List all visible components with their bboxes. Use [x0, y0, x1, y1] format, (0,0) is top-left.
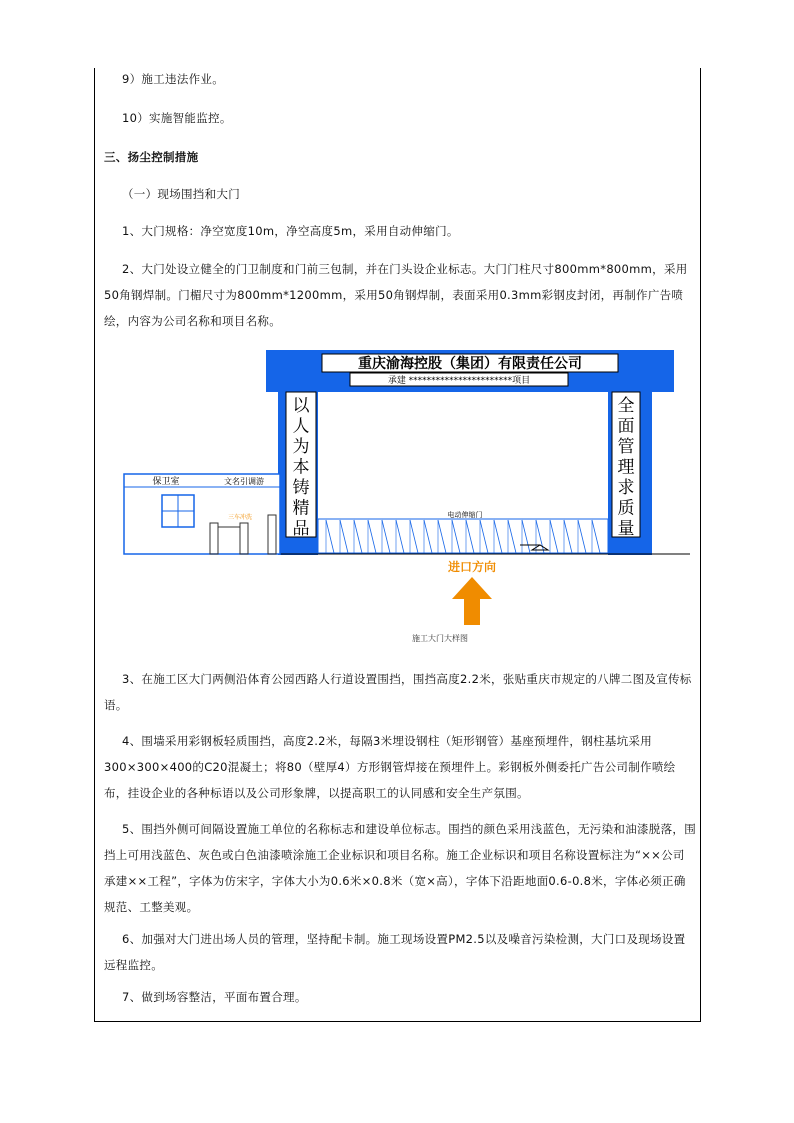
- company-name: 重庆渝海控股（集团）有限责任公司: [358, 356, 582, 372]
- pillar-char: 理: [617, 457, 635, 478]
- guard-room: [124, 474, 280, 554]
- pillar-char: 质: [617, 498, 635, 519]
- right-pillar-slogan: [618, 396, 635, 539]
- wash-sign-label: 文名引调游: [224, 477, 264, 486]
- pillar-char: 全: [617, 396, 635, 416]
- paragraph: 10）实施智能监控。: [122, 111, 232, 125]
- retractable-gate: [318, 519, 608, 553]
- paragraph: 2、大门处设立健全的门卫制度和门前三包制，并在门头设企业标志。大门门柱尺寸800mm*800mm，采用50角钢焊制。门楣尺寸为800mm*1200mm，采用50角钢焊制，表面采用0.3mm彩钢皮封闭，再制作广告喷绘，内容为公司名称和项目名称。: [104, 262, 688, 328]
- pillar-char: 面: [617, 416, 635, 437]
- paragraph: 9）施工违法作业。: [122, 72, 225, 86]
- paragraph: 4、围墙采用彩钢板轻质围挡，高度2.2米，每隔3米埋设钢柱（矩形钢管）基座预埋件，钢柱基坑采用300×300×400的C20混凝土；将80（壁厚4）方形钢管焊接在预埋件上。彩钢板外侧委托广告公司制作喷绘布，挂设企业的各种标语以及公司形象牌，以提高职工的认同感和安全生产氛围。: [104, 734, 676, 800]
- section-heading: 三、扬尘控制措施: [104, 150, 199, 164]
- paragraph: 7、做到场容整洁，平面布置合理。: [122, 990, 307, 1004]
- gate-label: 电动伸缩门: [447, 511, 483, 519]
- paragraph: 5、围挡外侧可间隔设置施工单位的名称标志和建设单位标志。围挡的颜色采用浅蓝色，无污染和油漆脱落，围挡上可用浅蓝色、灰色或白色油漆喷涂施工企业标识和项目名称。施工企业标识和项目名称设置标注为“××公司承建××工程”，字体为仿宋字，字体大小为0.6米×0.8米（宽×高），字体下沿距地面0.6-0.8米，字体必须正确规范、工整美观。: [104, 822, 697, 914]
- frame-left-border: [94, 68, 95, 1022]
- frame-right-border: [700, 68, 701, 1022]
- paragraph: 6、加强对大门进出场人员的管理，坚持配卡制。施工现场设置PM2.5以及噪音污染检测，大门口及现场设置远程监控。: [104, 932, 686, 972]
- pillar-char: 人: [292, 416, 310, 437]
- pillar-char: 精: [292, 498, 310, 519]
- pillar-char: 管: [617, 437, 635, 457]
- pillar-char: 铸: [292, 478, 310, 498]
- pillar-char: 本: [292, 457, 310, 478]
- small-sign: 三车冲洗: [227, 514, 253, 521]
- entry-label: 进口方向: [447, 560, 497, 574]
- pillar-char: 求: [617, 478, 635, 498]
- frame-bottom-border: [94, 1021, 701, 1022]
- left-pillar-slogan: [293, 396, 311, 539]
- pillar-char: 以: [292, 396, 310, 416]
- paragraph: 3、在施工区大门两侧沿体育公园西路人行道设置围挡，围挡高度2.2米，张贴重庆市规定的八牌二图及宣传标语。: [104, 672, 692, 712]
- paragraph: 1、大门规格：净空宽度10m，净空高度5m，采用自动伸缩门。: [122, 224, 459, 238]
- pillar-char: 为: [292, 437, 310, 457]
- project-line: 承建 ***********************项目: [387, 376, 531, 386]
- gate-diagram: [100, 345, 700, 650]
- pillar-char: 量: [617, 519, 635, 539]
- figure-caption: 施工大门大样图: [412, 634, 468, 643]
- pillar-char: 品: [292, 519, 310, 539]
- guard-room-label: 保卫室: [152, 477, 180, 487]
- entry-arrow-icon: [452, 577, 492, 625]
- subsection-heading: （一）现场围挡和大门: [122, 187, 240, 201]
